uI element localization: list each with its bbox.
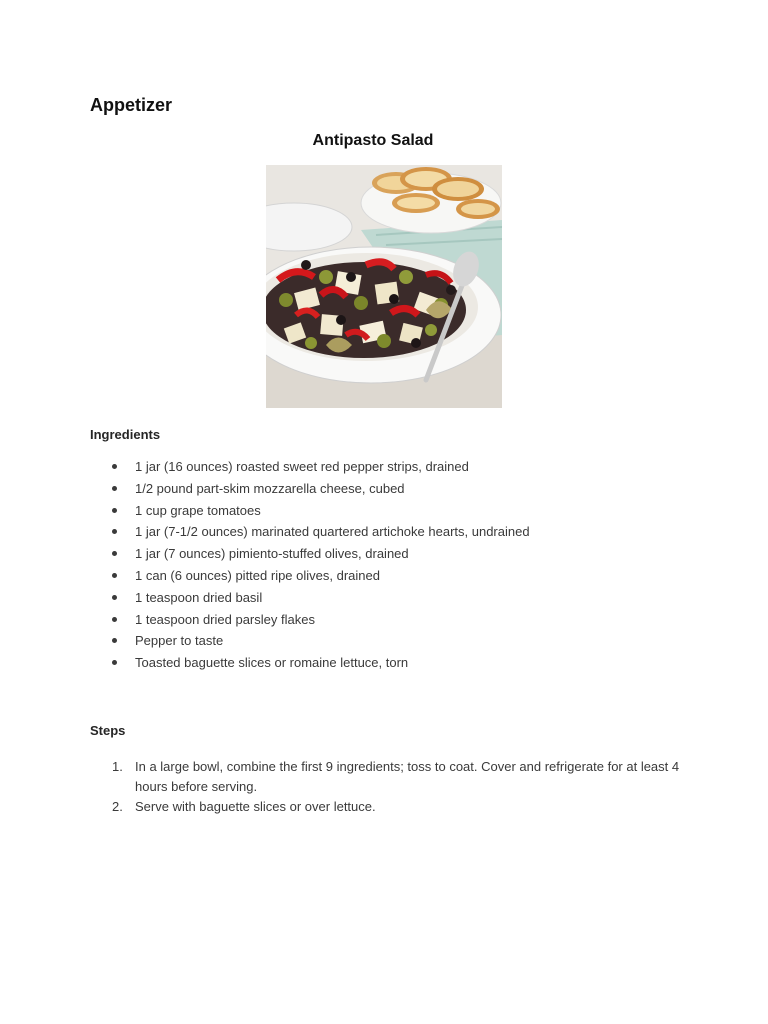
step-text: In a large bowl, combine the first 9 ingredients; toss to coat. Cover and refrigerate for at least 4 hours before serving. [135,759,680,794]
list-item [90,565,690,587]
recipe-title: Antipasto Salad [312,132,434,149]
list-item [90,797,690,817]
list-item [90,500,690,522]
ingredients-heading: Ingredients [90,427,161,442]
ingredient-text: Pepper to taste [135,633,224,649]
category-heading: Appetizer [90,95,173,115]
bullet-icon [112,638,117,643]
step-text: Serve with baguette slices or over lettuce. [135,799,376,814]
bullet-icon [112,573,117,578]
bullet-icon [112,595,117,600]
list-item [90,757,690,796]
steps-list [90,757,690,818]
ingredient-text: 1 cup grape tomatoes [135,502,261,518]
list-item [90,609,690,631]
list-item [90,543,690,565]
ingredient-text: 1 jar (7 ounces) pimiento-stuffed olives, drained [135,546,409,562]
step-number: 2. [112,799,123,814]
step-number: 1. [112,759,123,774]
bullet-icon [112,660,117,665]
ingredient-text: 1 teaspoon dried parsley flakes [135,611,315,627]
list-item [90,456,690,478]
ingredient-text: 1 jar (7-1/2 ounces) marinated quartered artichoke hearts, undrained [135,524,530,540]
recipe-photo [266,165,502,408]
list-item [90,521,690,543]
list-item [90,652,690,674]
list-item [90,478,690,500]
ingredient-text: Toasted baguette slices or romaine lettuce, torn [135,655,409,671]
bullet-icon [112,551,117,556]
bullet-icon [112,617,117,622]
list-item [90,587,690,609]
ingredients-list [90,456,690,674]
steps-heading: Steps [90,723,126,738]
list-item [90,630,690,652]
bullet-icon [112,486,117,491]
bullet-icon [112,529,117,534]
bullet-icon [112,508,117,513]
bullet-icon [112,464,117,469]
ingredient-text: 1 jar (16 ounces) roasted sweet red pepper strips, drained [135,459,469,474]
ingredient-text: 1 can (6 ounces) pitted ripe olives, drained [135,567,380,583]
ingredient-text: 1/2 pound part-skim mozzarella cheese, cubed [135,480,405,496]
ingredient-text: 1 teaspoon dried basil [135,589,263,605]
